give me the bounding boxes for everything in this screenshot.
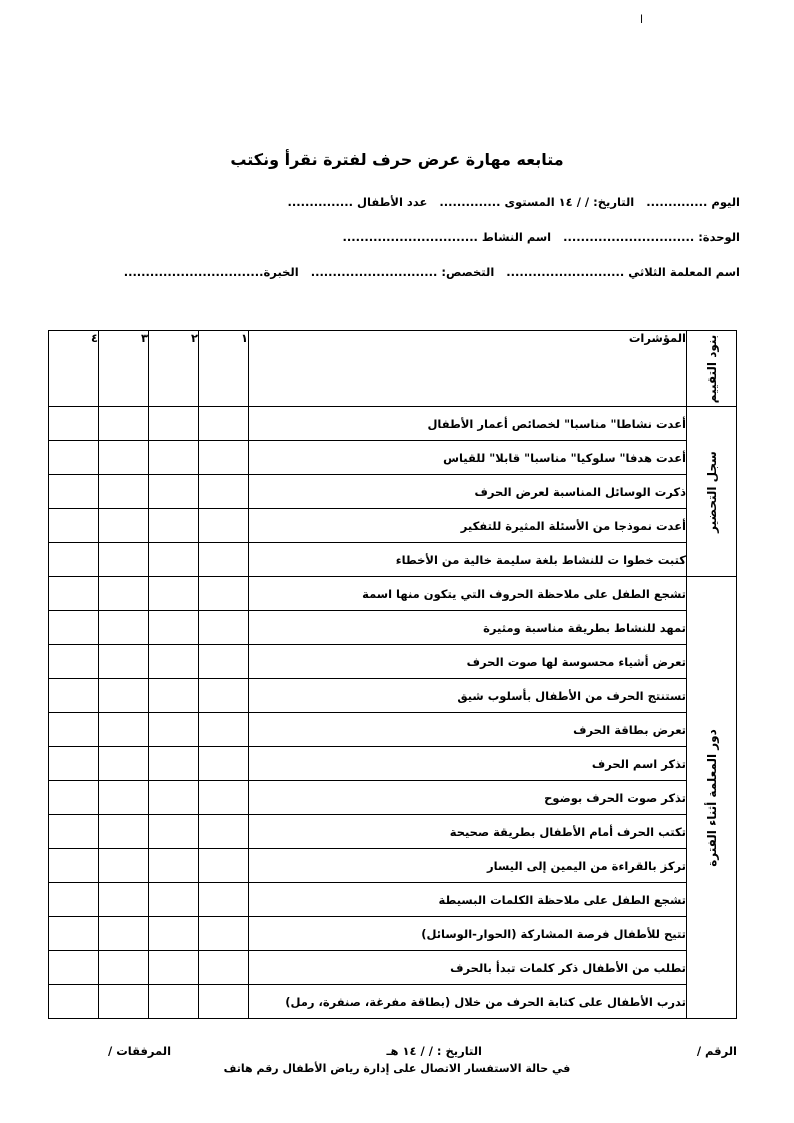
score-cell-3[interactable] bbox=[99, 849, 149, 883]
score-cell-1[interactable] bbox=[199, 713, 249, 747]
score-cell-1[interactable] bbox=[199, 441, 249, 475]
indicator-cell: تطلب من الأطفال ذكر كلمات تبدأ بالحرف bbox=[249, 951, 687, 985]
score-cell-1[interactable] bbox=[199, 849, 249, 883]
table-row bbox=[49, 441, 737, 475]
group-label: دور المعلمة أثناء الفترة bbox=[704, 728, 719, 867]
score-cell-4[interactable] bbox=[49, 951, 99, 985]
score-cell-1[interactable] bbox=[199, 917, 249, 951]
score-cell-2[interactable] bbox=[149, 713, 199, 747]
score-cell-3[interactable] bbox=[99, 815, 149, 849]
score-cell-1[interactable] bbox=[199, 611, 249, 645]
experience-field: الخبرة................................ bbox=[123, 265, 299, 279]
score-cell-3[interactable] bbox=[99, 577, 149, 611]
table-row bbox=[49, 645, 737, 679]
score-cell-2[interactable] bbox=[149, 951, 199, 985]
score-cell-1[interactable] bbox=[199, 679, 249, 713]
indicator-cell: تعرض أشياء محسوسة لها صوت الحرف bbox=[249, 645, 687, 679]
indicator-cell: تكتب الحرف أمام الأطفال بطريقة صحيحة bbox=[249, 815, 687, 849]
score-cell-3[interactable] bbox=[99, 781, 149, 815]
table-row bbox=[49, 611, 737, 645]
score-cell-4[interactable] bbox=[49, 713, 99, 747]
table-row bbox=[49, 849, 737, 883]
score-cell-1[interactable] bbox=[199, 985, 249, 1019]
indicator-cell: ذكرت الوسائل المناسبة لعرض الحرف bbox=[249, 475, 687, 509]
table-row bbox=[49, 577, 737, 611]
group-label: بنود التقييم bbox=[704, 334, 719, 403]
score-header-1: ١ bbox=[199, 331, 249, 407]
table-row bbox=[49, 509, 737, 543]
score-cell-3[interactable] bbox=[99, 713, 149, 747]
score-cell-2[interactable] bbox=[149, 985, 199, 1019]
score-cell-3[interactable] bbox=[99, 509, 149, 543]
score-cell-4[interactable] bbox=[49, 883, 99, 917]
score-cell-4[interactable] bbox=[49, 509, 99, 543]
group-cell-evaluation-items bbox=[687, 331, 737, 407]
score-cell-2[interactable] bbox=[149, 781, 199, 815]
score-cell-1[interactable] bbox=[199, 883, 249, 917]
footer-attachments: المرفقات / bbox=[108, 1044, 172, 1058]
score-cell-2[interactable] bbox=[149, 849, 199, 883]
table-row bbox=[49, 679, 737, 713]
score-cell-2[interactable] bbox=[149, 883, 199, 917]
score-cell-3[interactable] bbox=[99, 441, 149, 475]
score-cell-3[interactable] bbox=[99, 747, 149, 781]
score-cell-4[interactable] bbox=[49, 917, 99, 951]
score-cell-4[interactable] bbox=[49, 645, 99, 679]
score-cell-1[interactable] bbox=[199, 475, 249, 509]
score-cell-4[interactable] bbox=[49, 679, 99, 713]
score-cell-3[interactable] bbox=[99, 883, 149, 917]
table-row bbox=[49, 713, 737, 747]
page-title: متابعه مهارة عرض حرف لفترة نقرأ ونكتب bbox=[230, 150, 564, 169]
table-row bbox=[49, 407, 737, 441]
indicator-cell: كتبت خطوا ت للنشاط بلغة سليمة خالية من الأخطاء bbox=[249, 543, 687, 577]
score-cell-4[interactable] bbox=[49, 781, 99, 815]
score-header-3: ٣ bbox=[99, 331, 149, 407]
score-cell-1[interactable] bbox=[199, 543, 249, 577]
page-number: ا bbox=[640, 13, 644, 26]
score-cell-1[interactable] bbox=[199, 407, 249, 441]
indicator-cell: تذكر صوت الحرف بوضوح bbox=[249, 781, 687, 815]
date-level-field: التاريخ: / / ١٤ المستوى .............. bbox=[439, 195, 635, 209]
score-cell-1[interactable] bbox=[199, 781, 249, 815]
group-cell-teacher-role bbox=[687, 577, 737, 1019]
indicator-cell: تستنتج الحرف من الأطفال بأسلوب شيق bbox=[249, 679, 687, 713]
info-line-unit-activity bbox=[343, 230, 741, 244]
score-cell-3[interactable] bbox=[99, 645, 149, 679]
score-cell-2[interactable] bbox=[149, 577, 199, 611]
info-line-teacher bbox=[124, 265, 740, 279]
indicator-cell: تشجع الطفل على ملاحظة الكلمات البسيطة bbox=[249, 883, 687, 917]
score-cell-3[interactable] bbox=[99, 917, 149, 951]
evaluation-table bbox=[48, 330, 737, 1019]
score-cell-4[interactable] bbox=[49, 747, 99, 781]
score-cell-3[interactable] bbox=[99, 611, 149, 645]
table-row bbox=[49, 883, 737, 917]
table-row bbox=[49, 543, 737, 577]
score-cell-2[interactable] bbox=[149, 509, 199, 543]
table-row bbox=[49, 815, 737, 849]
group-cell-preparation bbox=[687, 407, 737, 577]
table-row bbox=[49, 917, 737, 951]
score-cell-2[interactable] bbox=[149, 407, 199, 441]
indicator-cell: تدرب الأطفال على كتابة الحرف من خلال (بطاقة مفرغة، صنفرة، رمل) bbox=[249, 985, 687, 1019]
score-cell-3[interactable] bbox=[99, 679, 149, 713]
score-cell-4[interactable] bbox=[49, 543, 99, 577]
score-cell-4[interactable] bbox=[49, 985, 99, 1019]
info-line-day-date bbox=[287, 195, 740, 209]
indicators-header: المؤشرات bbox=[249, 331, 687, 407]
table-header-row bbox=[49, 331, 737, 407]
score-cell-3[interactable] bbox=[99, 985, 149, 1019]
score-cell-2[interactable] bbox=[149, 917, 199, 951]
table-row bbox=[49, 951, 737, 985]
score-header-2: ٢ bbox=[149, 331, 199, 407]
indicator-cell: أعدت هدفا" سلوكيا" مناسبا" قابلا" للقياس bbox=[249, 441, 687, 475]
unit-field: الوحدة: .............................. bbox=[563, 230, 740, 244]
children-count-field: عدد الأطفال ............... bbox=[287, 195, 428, 209]
indicator-cell: أعدت نشاطا" مناسبا" لخصائص أعمار الأطفال bbox=[249, 407, 687, 441]
indicator-cell: تتيح للأطفال فرصة المشاركة (الحوار-الوسائل) bbox=[249, 917, 687, 951]
score-cell-2[interactable] bbox=[149, 441, 199, 475]
activity-name-field: اسم النشاط ............................... bbox=[342, 230, 552, 244]
contact-note: في حالة الاستفسار الاتصال على إدارة رياض الأطفال رقم هاتف bbox=[223, 1062, 571, 1075]
table-row bbox=[49, 747, 737, 781]
score-cell-4[interactable] bbox=[49, 407, 99, 441]
indicator-cell: أعدت نموذجا من الأسئلة المثيرة للتفكير bbox=[249, 509, 687, 543]
table-row bbox=[49, 781, 737, 815]
score-cell-4[interactable] bbox=[49, 815, 99, 849]
score-cell-2[interactable] bbox=[149, 645, 199, 679]
indicator-cell: تشجع الطفل على ملاحظة الحروف التي يتكون منها اسمة bbox=[249, 577, 687, 611]
footer-number: الرقم / bbox=[696, 1044, 737, 1058]
score-cell-1[interactable] bbox=[199, 509, 249, 543]
footer-date: التاريخ : / / ١٤ هـ bbox=[386, 1044, 482, 1058]
table-row bbox=[49, 475, 737, 509]
score-cell-4[interactable] bbox=[49, 475, 99, 509]
score-cell-4[interactable] bbox=[49, 849, 99, 883]
score-header-4: ٤ bbox=[49, 331, 99, 407]
score-cell-1[interactable] bbox=[199, 951, 249, 985]
footer-line bbox=[48, 1044, 737, 1060]
indicator-cell: تعرض بطاقة الحرف bbox=[249, 713, 687, 747]
indicator-cell: تركز بالقراءة من اليمين إلى اليسار bbox=[249, 849, 687, 883]
score-cell-1[interactable] bbox=[199, 577, 249, 611]
score-cell-2[interactable] bbox=[149, 815, 199, 849]
score-cell-1[interactable] bbox=[199, 815, 249, 849]
group-label: سجل التحضير bbox=[704, 450, 719, 533]
score-cell-3[interactable] bbox=[99, 543, 149, 577]
score-cell-2[interactable] bbox=[149, 679, 199, 713]
score-cell-4[interactable] bbox=[49, 441, 99, 475]
day-field: اليوم .............. bbox=[646, 195, 740, 209]
score-cell-3[interactable] bbox=[99, 951, 149, 985]
indicator-cell: تمهد للنشاط بطريقة مناسبة ومثيرة bbox=[249, 611, 687, 645]
score-cell-4[interactable] bbox=[49, 577, 99, 611]
score-cell-3[interactable] bbox=[99, 407, 149, 441]
score-cell-2[interactable] bbox=[149, 475, 199, 509]
indicator-cell: تذكر اسم الحرف bbox=[249, 747, 687, 781]
score-cell-2[interactable] bbox=[149, 611, 199, 645]
score-cell-4[interactable] bbox=[49, 611, 99, 645]
score-cell-3[interactable] bbox=[99, 475, 149, 509]
teacher-name-field: اسم المعلمة الثلاثي ........................... bbox=[506, 265, 740, 279]
score-cell-2[interactable] bbox=[149, 543, 199, 577]
table-row bbox=[49, 985, 737, 1019]
score-cell-1[interactable] bbox=[199, 645, 249, 679]
score-cell-1[interactable] bbox=[199, 747, 249, 781]
specialty-field: التخصص: ............................. bbox=[310, 265, 495, 279]
score-cell-2[interactable] bbox=[149, 747, 199, 781]
